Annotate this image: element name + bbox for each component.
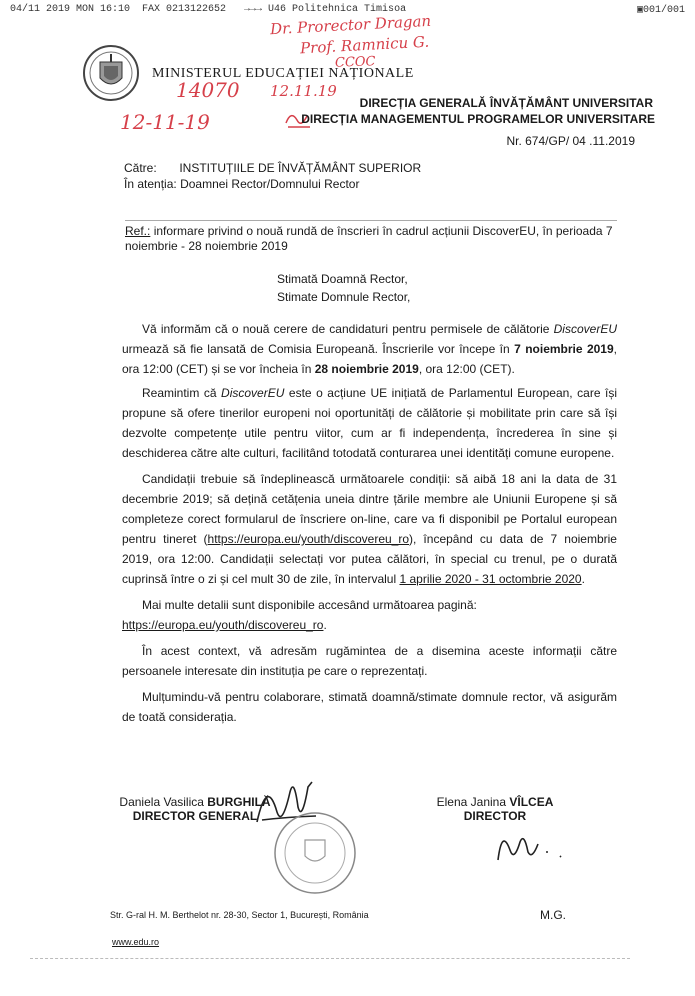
attention-value: Doamnei Rector/Domnului Rector xyxy=(180,177,360,191)
letter-body xyxy=(122,319,617,727)
direction-general: DIRECȚIA GENERALĂ ÎNVĂȚĂMÂNT UNIVERSITAR xyxy=(359,96,653,110)
salutation-2: Stimate Domnule Rector, xyxy=(277,290,411,304)
signatory-left-surname: BURGHILĂ xyxy=(207,795,271,809)
ministry-name: MINISTERUL EDUCAȚIEI NAȚIONALE xyxy=(152,66,414,81)
reference-label: Ref.: xyxy=(125,224,151,238)
signatory-right-title: DIRECTOR xyxy=(463,809,527,823)
paragraph-4: Mai multe detalii sunt disponibile accesând următoarea pagină: xyxy=(142,598,477,612)
footer-address: Str. G-ral H. M. Berthelot nr. 28-30, Sector 1, București, România xyxy=(110,910,369,920)
handwritten-registration-date: 12.11.19 xyxy=(270,82,337,100)
footer-website[interactable]: www.edu.ro xyxy=(112,937,160,947)
travel-period: 1 aprilie 2020 - 31 octombrie 2020 xyxy=(399,572,582,586)
footer-initials: M.G. xyxy=(540,908,566,922)
fax-header-right: ▣001/001 xyxy=(636,5,685,16)
signatory-right-first-names: Elena Janina xyxy=(436,795,510,809)
handwritten-date: 12-11-19 xyxy=(120,110,210,134)
handwritten-note-3: CCOC xyxy=(334,54,376,71)
paragraph-5: În acest context, vă adresăm rugămintea de a disemina aceste informații către persoanele interesate din instituția pe care o reprezentați. xyxy=(122,644,617,678)
paragraph-2: Reamintim că DiscoverEU este o acțiune UE inițiată de Parlamentul European, care își propune să ofere tinerilor europeni noi oportunități de călătorie și mobilitate prin care să își dezvolte competențe utile pentru viitor, cum ar fi independența, încrederea în sine și deschiderea către alte culturi, facilitând totodată conturarea unei identități comune europene. xyxy=(122,386,617,460)
direction-management: DIRECȚIA MANAGEMENTUL PROGRAMELOR UNIVERSITARE xyxy=(301,112,655,126)
reference-line xyxy=(125,220,617,254)
details-link[interactable]: https://europa.eu/youth/discovereu_ro xyxy=(122,618,324,632)
document-number: Nr. 674/GP/ 04 .11.2019 xyxy=(506,134,635,148)
signatory-right-surname: VÎLCEA xyxy=(509,795,554,809)
handwritten-signature-right xyxy=(490,822,570,866)
handwritten-registration-number: 14070 xyxy=(176,78,240,102)
fax-header-left: 04/11 2019 MON 16:10 FAX 0213122652 →→→ U46 Politehnica Timisoa xyxy=(10,4,407,15)
coat-of-arms-logo xyxy=(82,42,140,104)
paragraph-4-link-line: https://europa.eu/youth/discovereu_ro. xyxy=(122,618,327,632)
signatory-left-title: DIRECTOR GENERAL xyxy=(132,809,258,823)
recipient-block xyxy=(124,160,421,192)
signatory-left-first-names: Daniela Vasilica xyxy=(119,795,208,809)
salutation-1: Stimată Doamnă Rector, xyxy=(277,272,408,286)
official-stamp xyxy=(272,810,358,896)
signature-right xyxy=(425,795,565,823)
reference-text: informare privind o nouă rundă de înscrieri în cadrul acțiunii DiscoverEU, în perioada 7 noiembrie - 28 noiembrie 2019 xyxy=(125,224,613,253)
portal-link[interactable]: https://europa.eu/youth/discovereu_ro xyxy=(207,532,410,546)
attention-label: În atenția: xyxy=(124,177,177,191)
paragraph-6: Mulțumindu-vă pentru colaborare, stimată doamnă/stimate domnule rector, vă asigurăm de toată considerația. xyxy=(122,690,617,724)
handwritten-note-1: Dr. Prorector Dragan xyxy=(269,11,432,39)
fax-page-icon: ▣ xyxy=(636,5,643,16)
to-label: Către: xyxy=(124,161,157,175)
handwritten-note-2: Prof. Ramnicu G. xyxy=(299,32,430,58)
paragraph-1: Vă informăm că o nouă cerere de candidaturi pentru permisele de călătorie DiscoverEU urmează să fie lansată de Comisia Europeană. Înscrierile vor începe în 7 noiembrie 2019, ora 12:00 (CET) și se vor încheia în 28 noiembrie 2019, ora 12:00 (CET). xyxy=(122,322,617,376)
footer-divider xyxy=(30,958,630,959)
paragraph-3: Candidații trebuie să îndeplinească următoarele condiții: să aibă 18 ani la data de 31 decembrie 2019; să dețină cetățenia uneia dintre țările membre ale Uniunii Europene și să completeze corect formularul de înscriere on-line, care va fi disponibil pe Portalul european pentru tineret (https://europa.eu/youth/discovereu_ro), începând cu data de 7 noiembrie 2019, ora 12:00. Candidații selectați vor putea călători, în special cu trenul, pe o durată cuprinsă între o zi și cel mult 30 de zile, în intervalul 1 aprilie 2020 - 31 octombrie 2020. xyxy=(122,472,617,586)
to-value: INSTITUȚIILE DE ÎNVĂȚĂMÂNT SUPERIOR xyxy=(179,161,422,175)
